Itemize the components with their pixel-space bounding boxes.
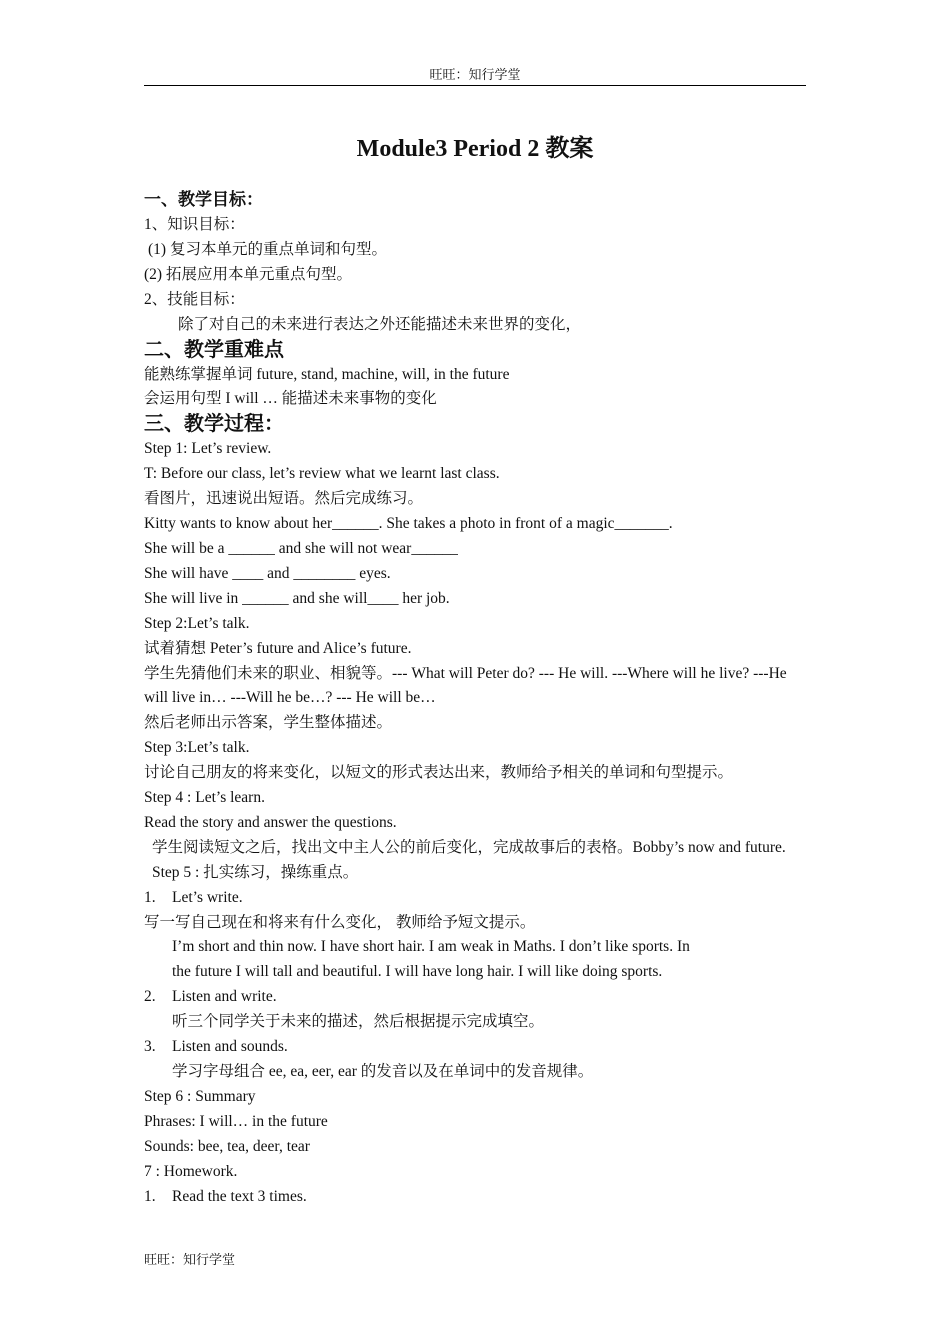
read-story-detail: 学生阅读短文之后，找出文中主人公的前后变化，完成故事后的表格。Bobby’s now and future. Step 5 : 扎实练习，操练重点。 [152,838,786,881]
exercise-line-3: She will have ____ and ________ eyes. [144,564,391,582]
sample-text-line-2: the future I will tall and beautiful. I will have long hair. I will like doing sports. [172,963,663,981]
objective-skills: 2、技能目标： [144,290,245,308]
list-number: 1. [144,1187,156,1205]
exercise-line-4: She will live in ______ and she will____ her job. [144,589,450,607]
list-item-label: Read the text 3 times. [172,1187,307,1205]
list-item-label: Listen and sounds. [172,1038,288,1056]
instruction-guess: 试着猜想 Peter’s future and Alice’s future. [144,639,412,657]
key-point-sentences: 会运用句型 I will … 能描述未来事物的变化 [144,390,437,408]
step-1-heading: Step 1: Let’s review. [144,440,272,458]
objective-knowledge-item-1: (1) 复习本单元的重点单词和句型。 [148,240,387,258]
summary-sounds: Sounds: bee, tea, deer, tear [144,1137,310,1155]
list-item-write [144,886,808,911]
list-number: 1. [144,888,156,906]
step-3-heading: Step 3:Let’s talk. [144,739,250,757]
instruction-discuss: 讨论自己朋友的将来变化，以短文的形式表达出来，教师给予相关的单词和句型提示。 [144,764,734,782]
page-header: 旺旺：知行学堂 [144,64,806,86]
step-2-heading: Step 2:Let’s talk. [144,614,250,632]
section-heading-objectives: 一、教学目标： [144,190,263,209]
homework-heading: 7 : Homework. [144,1162,238,1180]
sample-text-line-1: I’m short and thin now. I have short hair. I am weak in Maths. I don’t like sports. In [172,938,690,956]
summary-phrases: Phrases: I will… in the future [144,1112,328,1130]
objective-skills-item: 除了对自己的未来进行表达之外还能描述未来世界的变化， [178,315,582,333]
objective-knowledge-item-2: (2) 拓展应用本单元重点句型。 [144,265,352,283]
page-title: Module3 Period 2 教案 [356,136,594,162]
listen-hint: 听三个同学关于未来的描述，然后根据提示完成填空。 [172,1013,545,1031]
sounds-hint: 学习字母组合 ee, ea, eer, ear 的发音以及在单词中的发音规律。 [172,1063,594,1080]
homework-item-1 [144,1185,808,1210]
section-heading-key-points: 二、教学重难点 [144,338,284,361]
exercise-line-1: Kitty wants to know about her______. She takes a photo in front of a magic_______. [144,515,673,533]
instruction-teacher-answer: 然后老师出示答案，学生整体描述。 [144,714,393,732]
document-body [144,187,808,1209]
instruction-look-pictures: 看图片，迅速说出短语。然后完成练习。 [144,490,424,508]
write-hint: 写一写自己现在和将来有什么变化， 教师给予短文提示。 [144,913,536,931]
list-number: 2. [144,988,156,1006]
page-footer: 旺旺：知行学堂 [144,1252,236,1267]
exercise-line-2: She will be a ______ and she will not wear______ [144,539,458,557]
list-item-label: Listen and write. [172,988,277,1006]
list-item-sounds [144,1035,808,1060]
step-6-heading: Step 6 : Summary [144,1087,256,1105]
instruction-read-story: Read the story and answer the questions. [144,813,397,831]
step-4-heading: Step 4 : Let’s learn. [144,789,265,807]
list-number: 3. [144,1038,156,1056]
guess-detail: 学生先猜他们未来的职业、相貌等。--- What will Peter do? --- He will. ---Where will he live? ---He will live in… ---Will he be…? --- He will be… [144,664,787,707]
key-point-words: 能熟练掌握单词 future, stand, machine, will, in the future [144,365,510,383]
section-heading-process: 三、教学过程： [144,413,284,436]
teacher-line: T: Before our class, let’s review what we learnt last class. [144,465,500,483]
list-item-label: Let’s write. [172,888,243,906]
objective-knowledge: 1、知识目标： [144,216,245,233]
list-item-listen [144,985,808,1010]
